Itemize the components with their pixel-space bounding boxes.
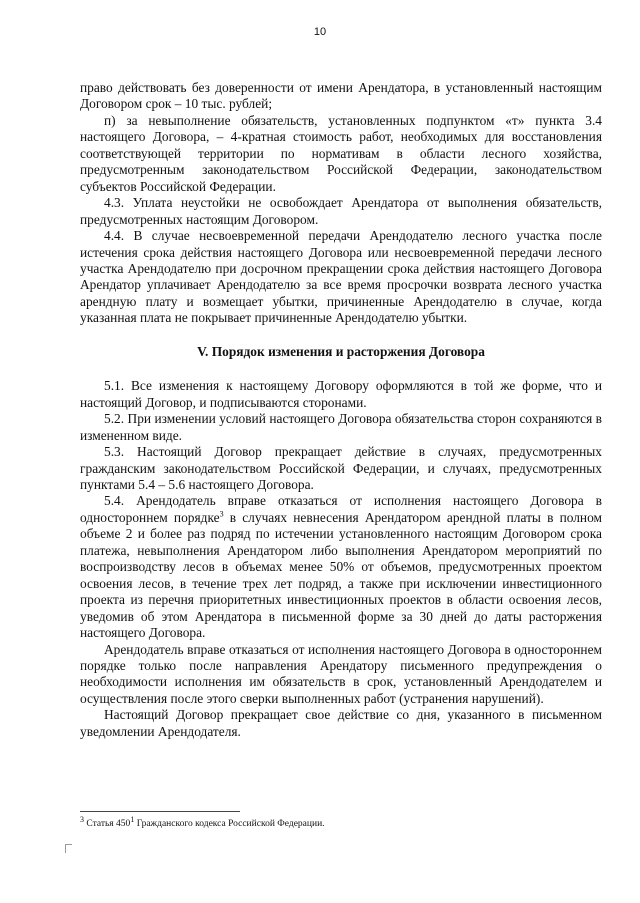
paragraph-5-4-text-rest: в случаях невнесения Арендатором арендной платы в полном объеме 2 и более раз подряд по истечении установленного настоящим Договором срока платежа, невыполнения Арендатором либо выполнения Арендатором мероприятий по воспроизводству лесов в объемах менее 50% от объемов, предусмотренных проектом освоения лесов, в течение трех лет подряд, а также при исключении инвестиционного проекта из перечня приоритетных инвестиционных проектов в области освоения лесов, уведомив об этом Арендатора в письменной форме за 30 дней до даты расторжения настоящего Договора. (80, 509, 603, 641)
footnote-reference: 3 (219, 509, 224, 519)
footnote (80, 814, 580, 830)
paragraph-5-2: 5.2. При изменении условий настоящего Договора обязательства сторон сохраняются в измененном виде. (80, 411, 602, 443)
document-body (80, 80, 602, 740)
footnote-text-end: Гражданского кодекса Российской Федерации. (134, 819, 325, 829)
footnote-marker: 3 (80, 814, 84, 824)
footnote-divider (80, 811, 240, 812)
paragraph-unilateral-refusal: Арендодатель вправе отказаться от исполнения настоящего Договора в одностороннем порядке только после направления Арендатору письменного предупреждения о необходимости исполнения им обязательств в срок, установленный Арендодателем и осуществления после этого сверки выполненных работ (устранения нарушений). (80, 641, 602, 706)
paragraph-termination: Настоящий Договор прекращает свое действие со дня, указанного в письменном уведомлении Арендодателя. (80, 707, 602, 739)
scan-mark (65, 844, 72, 853)
page-number: 10 (313, 26, 327, 38)
section-heading: V. Порядок изменения и расторжения Договора (197, 343, 485, 359)
paragraph-item-p: п) за невыполнение обязательств, установленных подпунктом «т» пункта 3.4 настоящего Договора, – 4-кратная стоимость работ, необходимых для восстановления соответствующей территории по нормативам в области лесного хозяйства, предусмотренным законодательством Российской Федерации, законодательством субъектов Российской Федерации. (80, 112, 602, 194)
paragraph-5-1: 5.1. Все изменения к настоящему Договору оформляются в той же форме, что и настоящий Договор, и подписываются сторонами. (80, 378, 602, 410)
paragraph-5-3: 5.3. Настоящий Договор прекращает действие в случаях, предусмотренных гражданским законодательством Российской Федерации, и случаях, предусмотренных пунктами 5.4 – 5.6 настоящего Договора. (80, 444, 602, 492)
footnote-text-start: Статья 450 (84, 819, 131, 829)
paragraph-4-4: 4.4. В случае несвоевременной передачи Арендодателю лесного участка после истечения срока действия настоящего Договора или несвоевременной передачи лесного участка Арендодателю при досрочном прекращении срока действия настоящего Договора Арендатор уплачивает Арендодателю за все время просрочки возврата лесного участка арендную плату и возмещает убытки, причиненные Арендодателю в случае, когда указанная плата не покрывает причиненные Арендодателю убытки. (80, 228, 602, 326)
paragraph-5-4 (80, 493, 602, 641)
paragraph-continuation: право действовать без доверенности от имени Арендатора, в установленный настоящим Договором срок – 10 тыс. рублей; (80, 80, 602, 112)
paragraph-5-4-text-start: 5.4. Арендодатель вправе отказаться от исполнения настоящего Договора в одностороннем порядке (80, 493, 602, 525)
paragraph-4-3: 4.3. Уплата неустойки не освобождает Арендатора от выполнения обязательств, предусмотренных настоящим Договором. (80, 195, 602, 227)
footnote-superscript: 1 (130, 814, 135, 824)
